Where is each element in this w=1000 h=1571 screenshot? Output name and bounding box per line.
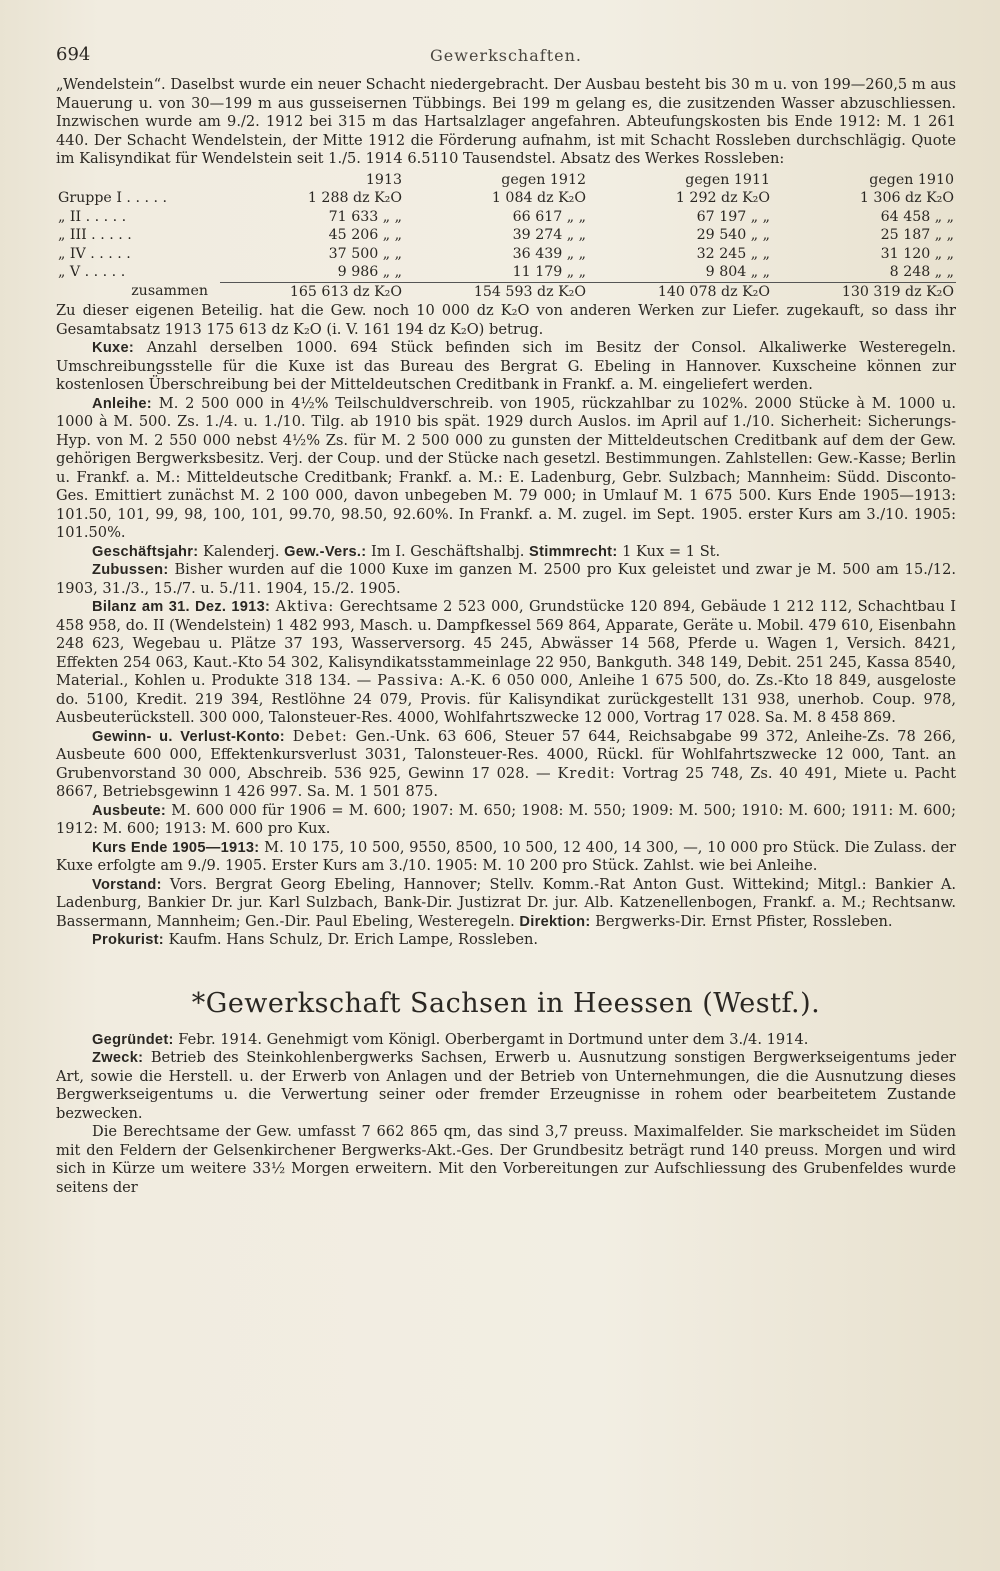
kuxe-paragraph — [56, 339, 956, 395]
debet-label: Debet: — [292, 727, 348, 745]
total-cell: 130 319 dz K₂O — [772, 282, 956, 301]
kuxe-text: Anzahl derselben 1000. 694 Stück befinden sich im Besitz der Consol. Alkaliwerke Westeregeln. Umschreibungsstelle für die Kuxe ist das Bureau des Bergrat G. Ebeling in Hannover. Kuxscheine können zur kostenlosen Überschreibung bei der Mitteldeutschen Creditbank in Frankf. a. M. eingeliefert werden. — [56, 339, 957, 393]
after-table-text: Zu dieser eigenen Beteilig. hat die Gew. noch 10 000 dz K₂O von anderen Werken zur Liefer. zugekauft, so dass ihr Gesamtabsatz 1913 175 613 dz K₂O (i. V. 161 194 dz K₂O) betrug. — [56, 302, 956, 338]
table-cell: 66 617 „ „ — [512, 208, 586, 225]
table-cell: 1 306 dz K₂O — [859, 190, 954, 206]
table-cell: 11 179 „ „ — [512, 264, 586, 280]
table-cell: 64 458 „ „ — [880, 208, 954, 225]
vorstand-paragraph — [56, 876, 956, 932]
group-label: „ V . . . . . — [58, 264, 126, 281]
group-label: Gruppe I . . . . . — [58, 190, 168, 206]
ausbeute-paragraph — [56, 802, 956, 839]
stimmrecht-label: Stimmrecht: — [529, 543, 618, 560]
wendelstein-intro: „Wendelstein“. Daselbst wurde ein neuer Schacht niedergebracht. Der Ausbau besteht bis 30 m u. von 199—260,5 m aus Mauerung u. von 30—199 m aus gusseisernen Tübbings. Bei 199 m gelang es, die zusitzenden Wasser abzuschliessen. Inzwischen wurde am 9./2. 1912 bei 315 m das Hartsalzlager angefahren. Abteufungskosten bis Ende 1912: M. 1 261 440. Der Schacht Wendelstein, der Mitte 1912 die Förderung aufnahm, ist mit Schacht Rossleben durchschlägig. Quote im Kalisyndikat für Wendelstein seit 1./5. 1914 6.5110 Tausendstel. Absatz des Werkes Rossleben: — [56, 76, 956, 167]
group-label: „ IV . . . . . — [58, 245, 131, 262]
sales-table-header — [56, 171, 956, 190]
table-cell: 9 986 „ „ — [337, 264, 402, 280]
table-cell: 8 248 „ „ — [889, 264, 954, 280]
year-col: gegen 1912 — [501, 171, 586, 188]
kurs-text: M. 10 175, 10 500, 9550, 8500, 10 500, 12 400, 14 300, —, 10 000 pro Stück. Die Zulass. der Kuxe erfolgte am 9./9. 1905. Erster Kurs am 3./10. 1905: M. 10 200 pro Stück. Zahlst. wie bei Anleihe. — [56, 838, 957, 874]
kurs-label: Kurs Ende 1905—1913: — [92, 839, 260, 856]
ausbeute-text: M. 600 000 für 1906 = M. 600; 1907: M. 650; 1908: M. 550; 1909: M. 500; 1910: M. 600; 1911: M. 600; 1912: M. 600; 1913: M. 600 pro Kux. — [56, 801, 957, 837]
prokurist-text: Kaufm. Hans Schulz, Dr. Erich Lampe, Rossleben. — [168, 931, 539, 948]
kuxe-label: Kuxe: — [92, 340, 135, 356]
zubussen-text: Bisher wurden auf die 1000 Kuxe im ganzen M. 2500 pro Kux geleistet und zwar je M. 500 am 15./12. 1903, 31./3., 15./7. u. 5./11. 1904, 15./2. 1905. — [56, 561, 956, 597]
table-cell: 36 439 „ „ — [512, 245, 586, 262]
geschaeftsjahr-text: Kalenderj. — [203, 542, 280, 560]
table-cell: 39 274 „ „ — [512, 227, 586, 243]
group-label: „ III . . . . . — [58, 227, 132, 243]
table-total-row — [56, 282, 956, 301]
gew-vers-label: Gew.-Vers.: — [284, 543, 367, 560]
total-cell: 140 078 dz K₂O — [588, 282, 772, 301]
anleihe-paragraph — [56, 395, 956, 543]
zweck-paragraph — [56, 1049, 956, 1123]
guv-label: Gewinn- u. Verlust-Konto: — [92, 728, 285, 745]
guv-kredit-text: Vortrag 25 748, Zs. 40 491, Miete u. Pacht 8667, Betriebsgewinn 1 426 997. Sa. M. 1 501 875. — [56, 764, 956, 800]
group-label: „ II . . . . . — [58, 208, 127, 225]
table-cell: 29 540 „ „ — [696, 227, 770, 243]
bilanz-aktiva-text: Gerechtsame 2 523 000, Grundstücke 120 894, Gebäude 1 212 112, Schachtbau I 458 958, do. II (Wendelstein) 1 482 993, Masch. u. Dampfkessel 569 864, Apparate, Geräte u. Mobil. 479 610, Eisenbahn 248 623, Wegebau u. Plätze 37 193, Wasserversorg. 45 245, Abwässer 14 568, Pferde u. Wagen 1, Versich. 8421, Effekten 254 063, Kaut.-Kto 54 302, Kalisyndikatsstammeinlage 22 950, Bankguth. 348 149, Debit. 251 245, Kassa 8540, Material., Kohlen u. Produkte 318 134. — — [56, 598, 956, 689]
table-row — [56, 208, 956, 227]
table-cell: 9 804 „ „ — [705, 264, 770, 280]
table-cell: 31 120 „ „ — [880, 245, 954, 262]
bilanz-paragraph — [56, 598, 956, 728]
table-cell: 32 245 „ „ — [696, 245, 770, 262]
zweck-text: Betrieb des Steinkohlenbergwerks Sachsen, Erwerb u. Ausnutzung sonstigen Bergwerkseigentums jeder Art, sowie die Herstell. u. der Erwerb von Anlagen und der Betrieb von Unternehmungen, die die Ausnutzung dieses Bergwerkseigentums u. die Verwertung seiner oder fremder Erzeugnisse in rohem oder bearbeitetem Zustande bezwecken. — [56, 1049, 956, 1122]
bilanz-passiva-text: A.-K. 6 050 000, Anleihe 1 675 500, do. Zs.-Kto 18 849, ausgeloste do. 5100, Kredit. 219 394, Restlöhne 24 079, Provis. für Kalisyndikat zurückgestellt 131 938, unerhob. Coup. 978, Ausbeuterückstell. 300 000, Talonsteuer-Res. 4000, Wohlfahrtszwecke 12 000, Vortrag 17 028. Sa. M. 8 458 869. — [56, 672, 956, 726]
guv-debet-text: Gen.-Unk. 63 606, Steuer 57 644, Reichsabgabe 99 372, Anleihe-Zs. 78 266, Ausbeute 600 000, Effektenkursverlust 3031, Talonsteuer-Res. 4000, Rückl. für Wohlfahrtszwecke 12 000, Tant. an Grubenvorstand 30 000, Abschreib. 536 925, Gewinn 17 028. — — [56, 727, 956, 782]
running-head — [56, 36, 956, 76]
vorstand-label: Vorstand: — [92, 876, 162, 893]
stimmrecht-text: 1 Kux = 1 St. — [622, 542, 721, 560]
zweck-label: Zweck: — [92, 1050, 144, 1066]
year-col: 1913 — [365, 171, 402, 188]
table-row — [56, 226, 956, 245]
berechtsame-paragraph: Die Berechtsame der Gew. umfasst 7 662 865 qm, das sind 3,7 preuss. Maximalfelder. Sie markscheidet im Süden mit den Feldern der Gelsenkirchener Bergwerks-Akt.-Ges. Der Grundbesitz beträgt rund 140 preuss. Morgen und wird sich in Kürze um weitere 33½ Morgen erweitern. Mit den Vorbereitungen zur Aufschliessung des Grubenfeldes wurde seitens der — [56, 1123, 956, 1196]
gew-vers-text: Im I. Geschäftshalbj. — [371, 542, 525, 560]
total-cell: 154 593 dz K₂O — [404, 282, 588, 301]
geschaeftsjahr-label: Geschäftsjahr: — [92, 543, 199, 560]
year-col: gegen 1911 — [685, 171, 770, 188]
prokurist-paragraph — [56, 931, 956, 950]
kurs-paragraph — [56, 839, 956, 876]
total-label: zusammen — [131, 283, 208, 300]
sales-table — [56, 171, 956, 302]
bilanz-label: Bilanz am 31. Dez. 1913: — [92, 599, 271, 615]
table-cell: 71 633 „ „ — [328, 208, 402, 225]
year-col: gegen 1910 — [869, 171, 954, 188]
table-row — [56, 245, 956, 264]
section-heading: *Gewerkschaft Sachsen in Heessen (Westf.). — [191, 987, 821, 1019]
anleihe-text: M. 2 500 000 in 4½% Teilschuldverschreib. von 1905, rückzahlbar zu 102%. 2000 Stücke à M. 1000 u. 1000 à M. 500. Zs. 1./4. u. 1./10. Tilg. ab 1910 bis spät. 1929 durch Auslos. im April auf 1./10. Sicherheit: Sicherungs-Hyp. von M. 2 550 000 nebst 4½% Zs. für M. 2 500 000 zu gunsten der Mitteldeutschen Creditbank auf dem der Gew. gehörigen Bergwerksbesitz. Verj. der Coup. und der Stücke nach gesetzl. Bestimmungen. Zahlstellen: Gew.-Kasse; Berlin u. Frankf. a. M.: Mitteldeutsche Creditbank; Frankf. a. M.: E. Ladenburg, Gebr. Sulzbach; Mannheim: Südd. Disconto-Ges. Emittiert zunächst M. 2 100 000, davon unbegeben M. 79 000; in Umlauf M. 1 675 500. Kurs Ende 1905—1913: 101.50, 101, 99, 98, 100, 101, 99.70, 98.50, 92.60%. In Frankf. a. M. zugel. im Sept. 1905. erster Kurs am 3./10. 1905: 101.50%. — [56, 394, 957, 541]
total-cell: 165 613 dz K₂O — [220, 282, 404, 301]
table-cell: 37 500 „ „ — [328, 245, 402, 262]
sachsen-section — [56, 1031, 956, 1198]
table-cell: 1 288 dz K₂O — [307, 190, 402, 206]
prokurist-label: Prokurist: — [92, 932, 164, 948]
zubussen-label: Zubussen: — [92, 562, 169, 578]
table-cell: 1 292 dz K₂O — [675, 190, 770, 206]
meta-paragraph — [56, 543, 956, 562]
table-cell: 45 206 „ „ — [328, 227, 402, 243]
table-cell: 1 084 dz K₂O — [491, 190, 586, 206]
gegruendet-paragraph — [56, 1031, 956, 1050]
passiva-label: Passiva: — [377, 672, 445, 689]
table-cell: 25 187 „ „ — [880, 227, 954, 243]
aktiva-label: Aktiva: — [275, 598, 335, 615]
wendelstein-section — [56, 76, 956, 950]
direktion-label: Direktion: — [519, 913, 591, 930]
table-cell: 67 197 „ „ — [696, 208, 770, 225]
gegruendet-label: Gegründet: — [92, 1031, 174, 1048]
anleihe-label: Anleihe: — [92, 395, 152, 412]
table-row — [56, 189, 956, 208]
zubussen-paragraph — [56, 561, 956, 598]
ausbeute-label: Ausbeute: — [92, 802, 167, 819]
page-number: 694 — [56, 44, 91, 65]
table-row — [56, 263, 956, 282]
vorstand-text: Vors. Bergrat Georg Ebeling, Hannover; Stellv. Komm.-Rat Anton Gust. Wittekind; Mitgl.: Bankier A. Ladenburg, Bankier Dr. jur. Karl Sulzbach, Bank-Dir. Justizrat Dr. jur. Alb. Katzenellenbogen, Frankf. a. M.; Rechtsanw. Bassermann, Mannheim; Gen.-Dir. Paul Ebeling, Westeregeln. — [56, 875, 957, 930]
gegruendet-text: Febr. 1914. Genehmigt vom Königl. Oberbergamt in Dortmund unter dem 3./4. 1914. — [178, 1030, 809, 1048]
running-title: Gewerkschaften. — [430, 46, 582, 65]
direktion-text: Bergwerks-Dir. Ernst Pfister, Rossleben. — [595, 912, 893, 930]
kredit-label: Kredit: — [557, 764, 616, 782]
guv-paragraph — [56, 728, 956, 802]
